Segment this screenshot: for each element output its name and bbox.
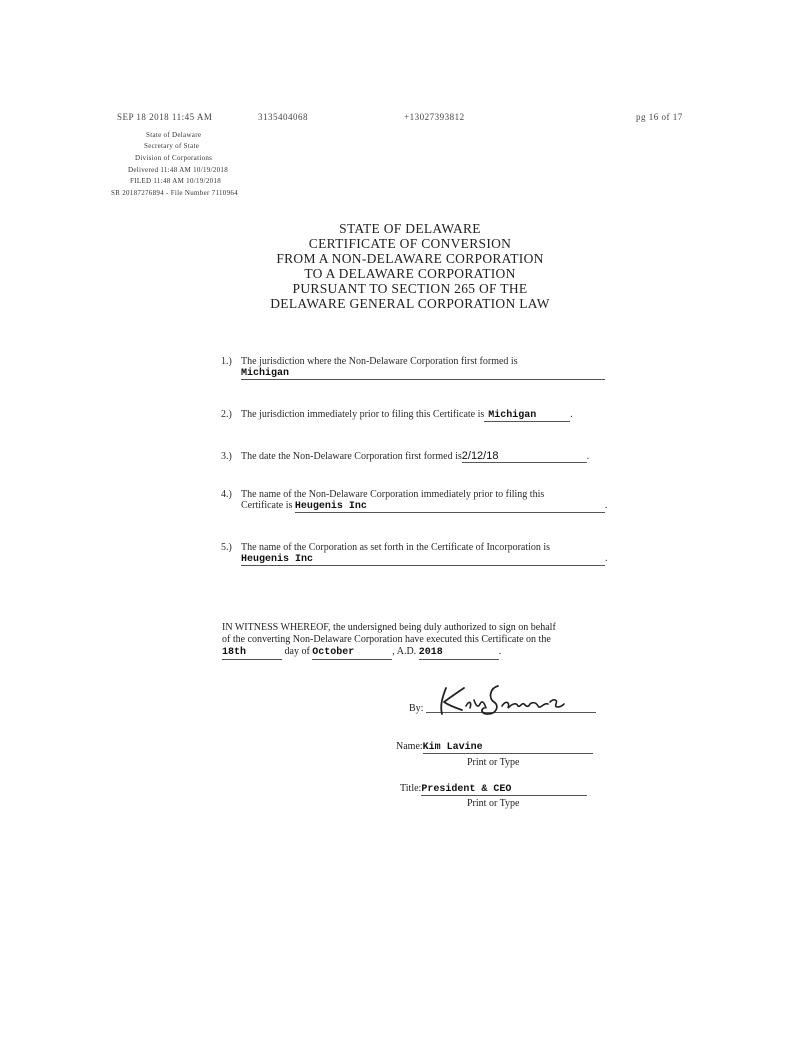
title-line: PURSUANT TO SECTION 265 OF THE <box>292 281 528 296</box>
stamp-line: State of Delaware <box>146 131 202 139</box>
title-label: Title: <box>400 783 422 794</box>
stamp-line: Division of Corporations <box>135 154 213 162</box>
witness-clause: IN WITNESS WHEREOF, the undersigned being duly authorized to sign on behalf of the converting Non-Delaware Corporation have executed this Certificate on the 18th day of October , A.D. 2018 . <box>222 622 622 660</box>
title-line: FROM A NON-DELAWARE CORPORATION <box>276 251 544 266</box>
item-number: 2.) <box>221 409 232 420</box>
title-line: CERTIFICATE OF CONVERSION <box>308 236 512 251</box>
stamp-line: Secretary of State <box>144 142 200 150</box>
title-line: STATE OF DELAWARE <box>339 221 481 236</box>
title-line: TO A DELAWARE CORPORATION <box>304 266 516 281</box>
name-field[interactable]: Kim Lavine <box>423 742 593 754</box>
stamp-line: Delivered 11:48 AM 10/19/2018 <box>128 166 229 174</box>
fax-sender-number: 3135404068 <box>258 112 308 122</box>
stamp-line: SR 20187276894 - File Number 7110964 <box>111 189 239 197</box>
fax-page-count: pg 16 of 17 <box>636 112 683 122</box>
handwritten-signature <box>436 680 586 720</box>
corporation-name-certificate-field[interactable]: Heugenis Inc <box>241 554 605 566</box>
fax-timestamp: SEP 18 2018 11:45 AM <box>117 112 213 122</box>
item-text: The jurisdiction where the Non-Delaware Corporation first formed is <box>241 356 518 367</box>
item-number: 3.) <box>221 451 232 462</box>
item-5: 5.) The name of the Corporation as set forth in the Certificate of Incorporation is Heugenis Inc . <box>221 542 608 565</box>
item-2: 2.) The jurisdiction immediately prior to filing this Certificate is Michigan . <box>221 409 573 421</box>
name-label: Name: <box>396 741 423 752</box>
title-line: DELAWARE GENERAL CORPORATION LAW <box>270 296 550 311</box>
corporation-name-prior-field[interactable]: Heugenis Inc <box>295 501 605 513</box>
item-text: The name of the Non-Delaware Corporation immediately prior to filing this <box>241 489 545 500</box>
fax-recipient-number: +13027393812 <box>404 112 465 122</box>
item-text: Certificate is <box>241 500 293 511</box>
print-or-type-label: Print or Type <box>467 798 520 809</box>
stamp-line: FILED 11:48 AM 10/19/2018 <box>130 177 222 185</box>
month-field[interactable]: October <box>312 647 392 660</box>
item-3: 3.) The date the Non-Delaware Corporation first formed is2/12/18 . <box>221 450 590 462</box>
item-text: The name of the Corporation as set forth in the Certificate of Incorporation is <box>241 542 551 553</box>
name-row <box>396 741 593 754</box>
item-text: The jurisdiction immediately prior to filing this Certificate is <box>241 409 485 420</box>
title-row <box>400 783 587 796</box>
jurisdiction-first-formed-field[interactable]: Michigan <box>241 368 605 380</box>
item-1 <box>221 356 621 380</box>
title-field[interactable]: President & CEO <box>421 784 587 796</box>
date-first-formed-field[interactable]: 2/12/18 <box>462 450 587 463</box>
item-number: 4.) <box>221 489 232 500</box>
item-number: 1.) <box>221 356 232 367</box>
document-title <box>210 221 610 311</box>
day-field[interactable]: 18th <box>222 647 282 660</box>
jurisdiction-prior-field[interactable]: Michigan <box>484 410 570 422</box>
day-label: day of <box>284 646 310 657</box>
item-number: 5.) <box>221 542 232 553</box>
by-label: By: <box>409 703 424 714</box>
print-or-type-label: Print or Type <box>467 757 520 768</box>
witness-line: of the converting Non-Delaware Corporation have executed this Certificate on the <box>222 634 551 645</box>
year-field[interactable]: 2018 <box>419 647 499 660</box>
item-4: 4.) The name of the Non-Delaware Corporation immediately prior to filing this Certificate is Heugenis Inc . <box>221 489 608 512</box>
ad-label: , A.D. <box>392 646 417 657</box>
witness-line: IN WITNESS WHEREOF, the undersigned being duly authorized to sign on behalf <box>222 622 556 633</box>
item-text: The date the Non-Delaware Corporation first formed is <box>241 451 462 462</box>
